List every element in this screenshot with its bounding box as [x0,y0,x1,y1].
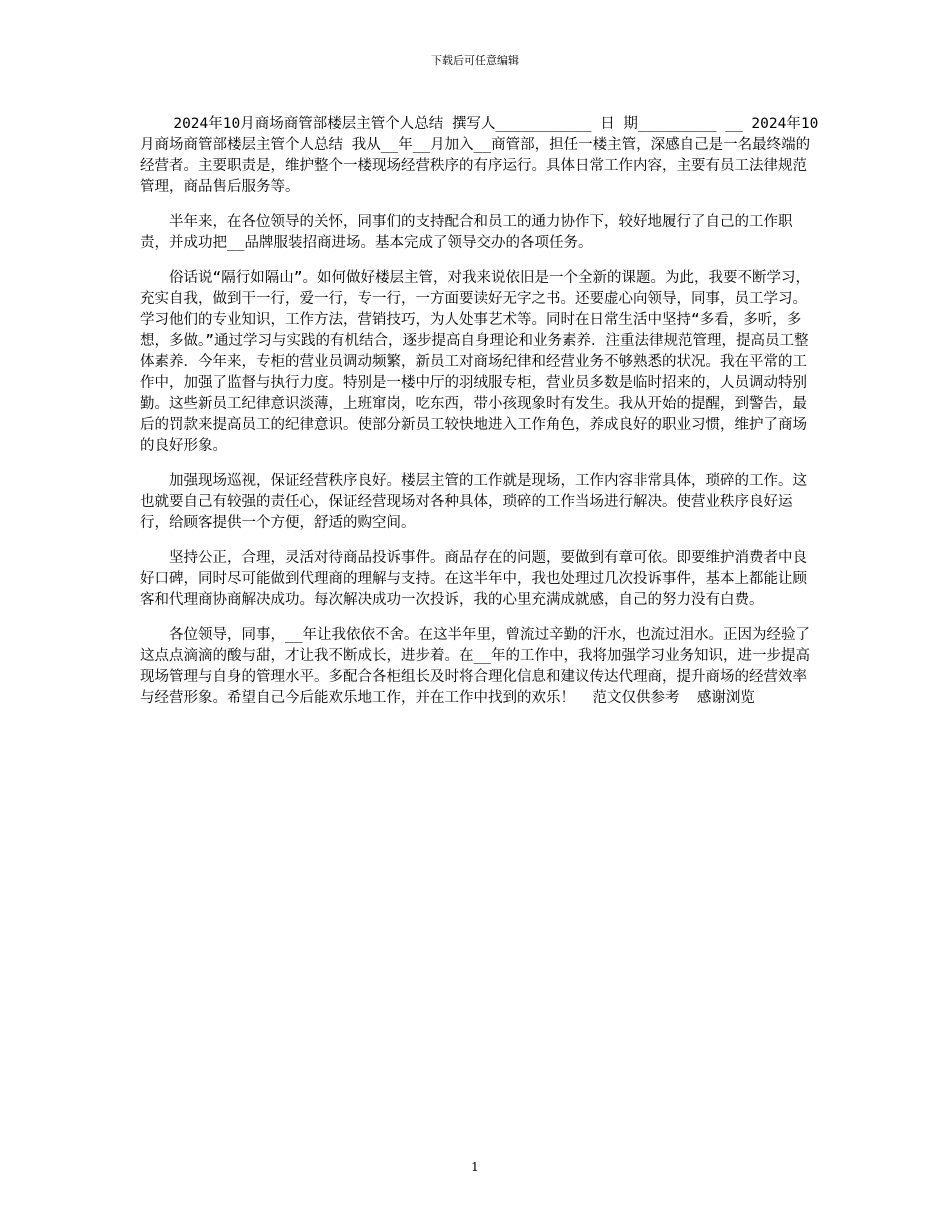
paragraph-intro: 2024年10月商场商管部楼层主管个人总结 撰写人___________ 日 期_________ __ 2024年10月商场商管部楼层主管个人总结 我从__年__月加入__商管部，担任一楼主管，深感自己是一名最终端的经营者。主要职责是，维护整个一楼现场经营秩序的有序运行。具体日常工作内容，主要有员工法律规范管理，商品售后服务等。 [140,116,819,195]
page-number: 1 [471,1160,479,1174]
paragraph-half-year: 半年来，在各位领导的关怀，同事们的支持配合和员工的通力协作下，较好地履行了自己的工作职责，并成功把__品牌服装招商进场。基本完成了领导交办的各项任务。 [140,214,793,251]
document-body [140,114,820,723]
page-header-note: 下载后可任意编辑 [431,54,519,67]
paragraph-complaints: 坚持公正，合理，灵活对待商品投诉事件。商品存在的问题，要做到有章可依。即要维护消费者中良好口碑，同时尽可能做到代理商的理解与支持。在这半年中，我也处理过几次投诉事件，基本上都能让顾客和代理商协商解决成功。每次解决成功一次投诉，我的心里充满成就感，自己的努力没有白费。 [140,550,807,608]
paragraph-site-patrol: 加强现场巡视，保证经营秩序良好。楼层主管的工作就是现场，工作内容非常具体，琐碎的工作。这也就要自己有较强的责任心，保证经营现场对各种具体，琐碎的工作当场进行解决。使营业秩序良好运行，给顾客提供一个方便，舒适的购空间。 [140,473,807,531]
paragraph-closing: 各位领导，同事，__年让我依依不舍。在这半年里，曾流过辛勤的汗水，也流过泪水。正因为经验了这点点滴滴的酸与甜，才让我不断成长，进步着。在__年的工作中，我将加强学习业务知识，进一步提高现场管理与自身的管理水平。多配合各柜组长及时将合理化信息和建议传达代理商，提升商场的经营效率与经营形象。希望自己今后能欢乐地工作，并在工作中找到的欢乐！ 范文仅供参考 感谢浏览 [140,627,810,706]
paragraph-learning: 俗话说“隔行如隔山”。如何做好楼层主管，对我来说依旧是一个全新的课题。为此，我要不断学习，充实自我，做到干一行，爱一行，专一行，一方面要读好无字之书。还要虚心向领导，同事，员工学习。学习他们的专业知识，工作方法，营销技巧，为人处事艺术等。同时在日常生活中坚持“多看，多听，多想，多做。”通过学习与实践的有机结合，逐步提高自身理论和业务素养．注重法律规范管理，提高员工整体素养．今年来，专柜的营业员调动频繁，新员工对商场纪律和经营业务不够熟悉的状况。我在平常的工作中，加强了监督与执行力度。特别是一楼中厅的羽绒服专柜，营业员多数是临时招来的，人员调动特别勤。这些新员工纪律意识淡薄，上班窜岗，吃东西，带小孩现象时有发生。我从开始的提醒，到警告，最后的罚款来提高员工的纪律意识。使部分新员工较快地进入工作角色，养成良好的职业习惯，维护了商场的良好形象。 [140,270,810,454]
